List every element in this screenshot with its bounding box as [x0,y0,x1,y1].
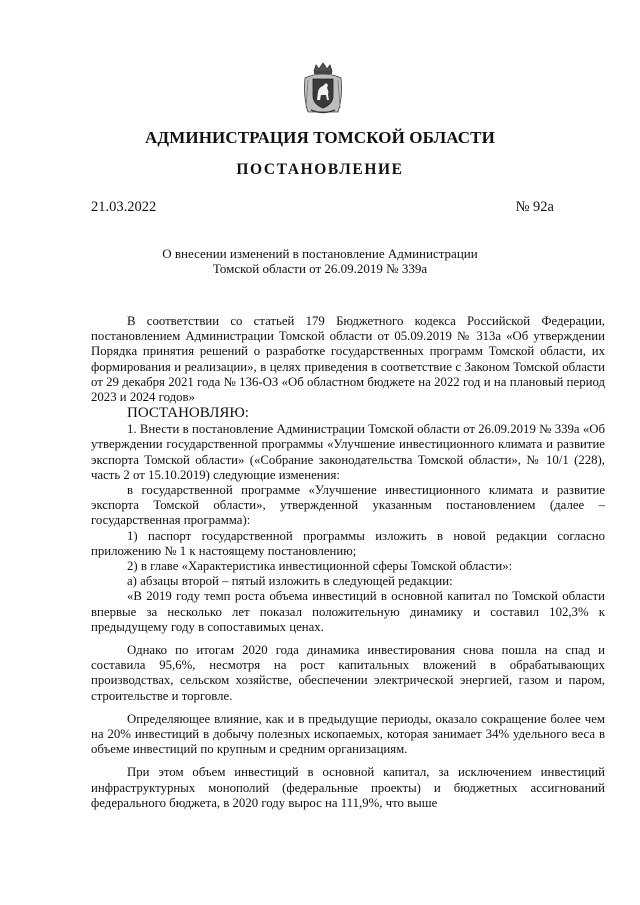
body-paragraph: 1) паспорт государственной программы изложить в новой редакции согласно приложению № 1 к настоящему постановлению; [91,528,605,558]
body-paragraph: в государственной программе «Улучшение инвестиционного климата и развитие экспорта Томской области», утвержденной указанным постановлением (далее – государственная программа): [91,483,605,528]
body-paragraph: «В 2019 году темп роста объема инвестиций в основной капитал по Томской области впервые за несколько лет показал положительную динамику и составил 102,3% к предыдущему году в сопоставимых ценах. [91,589,605,634]
coat-of-arms-icon [301,62,345,116]
document-number: № 92а [515,199,554,215]
subject-line: Томской области от 26.09.2019 № 339а [212,261,428,276]
document-type: ПОСТАНОВЛЕНИЕ [236,161,404,178]
document-date: 21.03.2022 [91,199,157,215]
document-body [91,314,605,811]
body-paragraph: 1. Внести в постановление Администрации Томской области от 26.09.2019 № 339а «Об утверждении государственной программы «Улучшение инвестиционного климата и развитие экспорта Томской области» («Собрание законодательства Томской области», № 10/1 (228), часть 2 от 15.10.2019) следующие изменения: [91,422,605,482]
document-subject [0,246,640,276]
preamble-paragraph: В соответствии со статьей 179 Бюджетного кодекса Российской Федерации, постановлением Администрации Томской области от 05.09.2019 № 313а «Об утверждении Порядка принятия решений о разработке государственных программ Томской области, их формирования и реализации», в целях приведения в соответствие с Законом Томской области от 29 декабря 2021 года № 136-ОЗ «Об областном бюджете на 2022 год и на плановый период 2023 и 2024 годов» [91,314,605,405]
body-paragraph: Определяющее влияние, как и в предыдущие периоды, оказало сокращение более чем на 20% инвестиций в добычу полезных ископаемых, которая занимает 34% удельного веса в объеме инвестиций по крупным и средним организациям. [91,711,605,757]
body-paragraph: Однако по итогам 2020 года динамика инвестирования снова пошла на спад и составила 95,6%, несмотря на рост капитальных вложений в обрабатывающих производствах, сельском хозяйстве, обеспечении электрической энергией, газом и паром, строительстве и торговле. [91,643,605,703]
resolve-heading: ПОСТАНОВЛЯЮ: [127,405,249,422]
body-paragraph: При этом объем инвестиций в основной капитал, за исключением инвестиций инфраструктурных монополий (федеральные проекты) и бюджетных ассигнований федерального бюджета, в 2020 году вырос на 111,9%, что выше [91,765,605,810]
body-paragraph: 2) в главе «Характеристика инвестиционной сферы Томской области»: [127,559,513,574]
organization-title: АДМИНИСТРАЦИЯ ТОМСКОЙ ОБЛАСТИ [145,128,495,147]
subject-line: О внесении изменений в постановление Администрации [162,246,478,261]
body-paragraph: а) абзацы второй – пятый изложить в следующей редакции: [127,574,453,589]
